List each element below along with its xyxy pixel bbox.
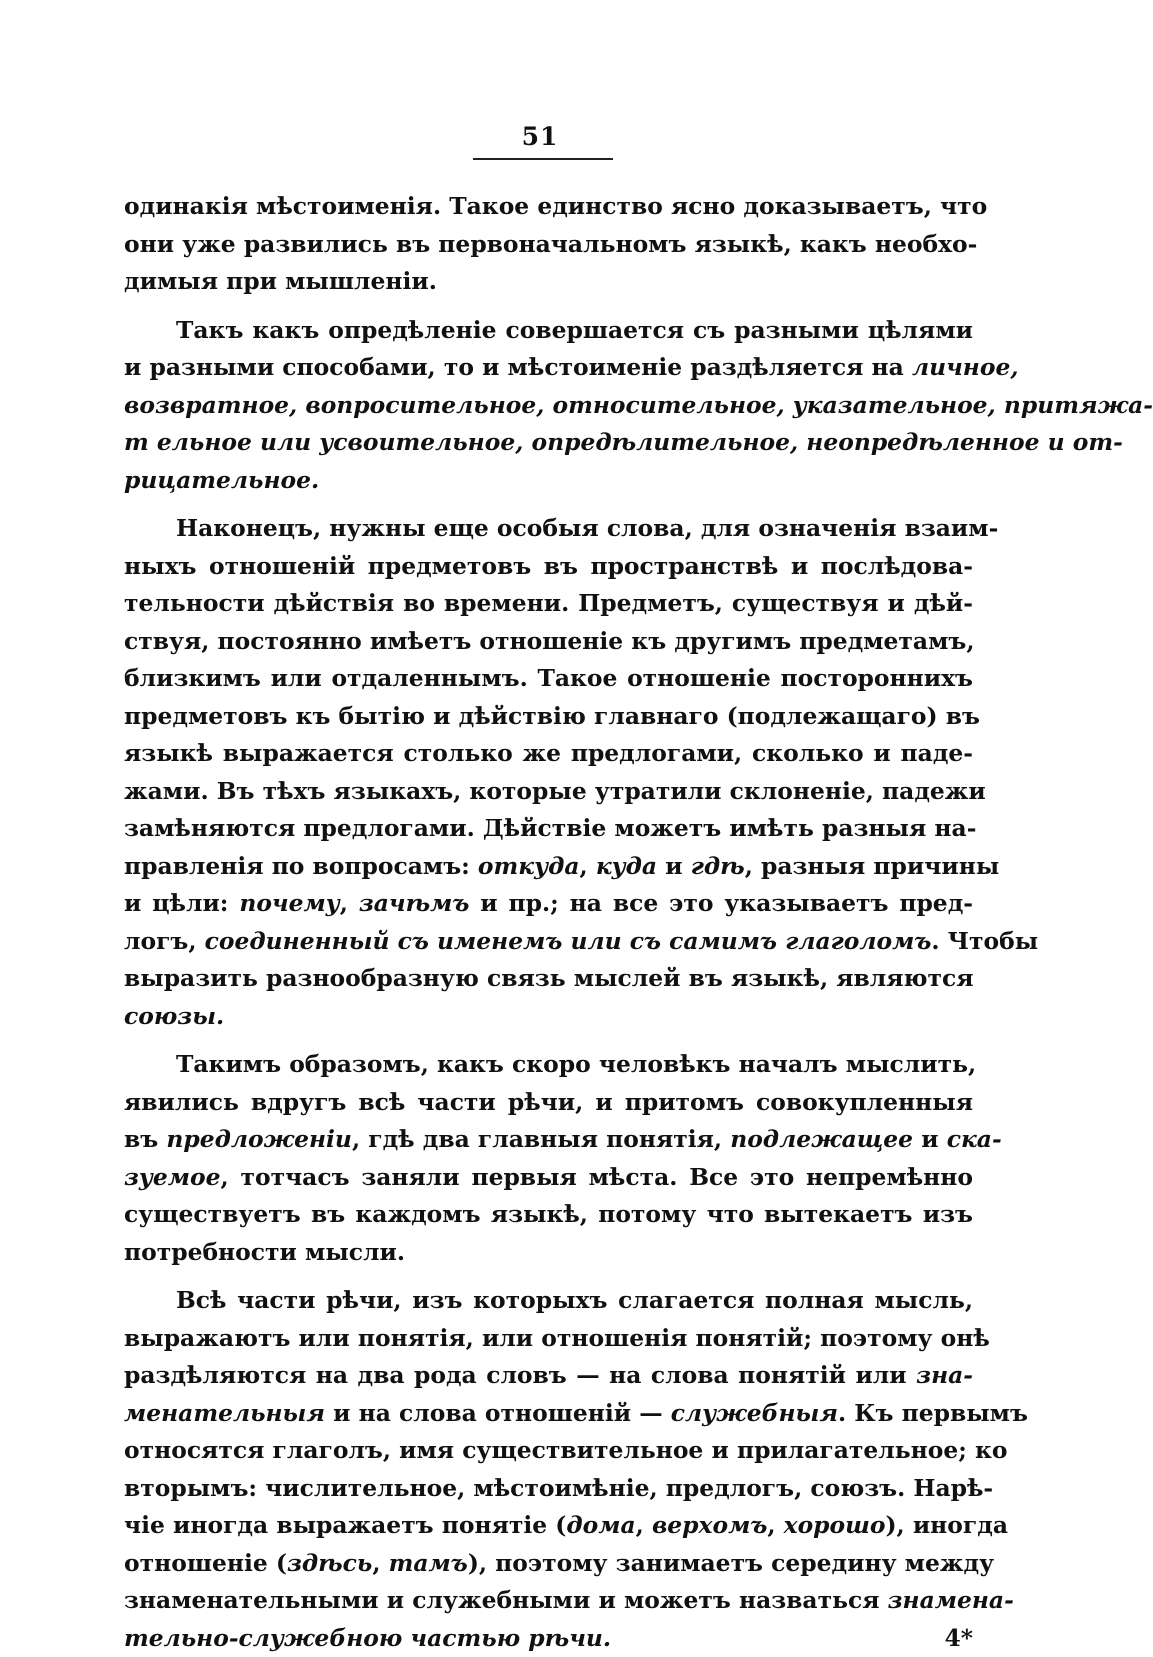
text-line: вторымъ: числительное, мѣстоимѣніе, предлогъ, союзъ. Нарѣ- <box>124 1470 973 1508</box>
paragraph-gap <box>124 301 973 312</box>
text-line <box>124 998 973 1036</box>
text-line: близкимъ или отдаленнымъ. Такое отношеніе постороннихъ <box>124 660 973 698</box>
italic-term: т ельное или усвоительное, опредѣлительное, неопредѣленное и от- <box>124 428 1123 456</box>
text-run: чіе иногда выражаетъ понятіе ( <box>124 1511 566 1539</box>
text-line: жами. Въ тѣхъ языкахъ, которые утратили склоненіе, падежи <box>124 773 973 811</box>
text-run: знаменательными и служебными и можетъ назваться <box>124 1586 888 1614</box>
signature-mark: 4* <box>944 1620 973 1657</box>
text-run: логъ, <box>124 927 205 955</box>
italic-term: почему <box>239 889 339 917</box>
text-run: отношеніе ( <box>124 1549 287 1577</box>
paragraph-gap <box>124 1035 973 1046</box>
text-line: ствуя, постоянно имѣетъ отношеніе къ другимъ предметамъ, <box>124 623 973 661</box>
text-line <box>124 923 973 961</box>
italic-term: служебныя <box>671 1399 838 1427</box>
paragraph <box>124 188 973 301</box>
paragraph <box>124 510 973 1035</box>
text-run: и на слова отношеній — <box>325 1399 671 1427</box>
italic-term: зачѣмъ <box>359 889 470 917</box>
paragraph-gap <box>124 499 973 510</box>
text-line <box>124 1620 973 1657</box>
paragraph <box>124 1046 973 1271</box>
text-run: . Чтобы <box>931 927 1038 955</box>
italic-term: верхомъ <box>652 1511 767 1539</box>
text-line: Такъ какъ опредѣленіе совершается съ разными цѣлями <box>124 312 973 350</box>
text-run: , гдѣ два главныя понятія, <box>352 1125 730 1153</box>
text-line <box>124 462 973 500</box>
italic-term: откуда <box>478 852 580 880</box>
text-run: , <box>372 1549 388 1577</box>
text-line <box>124 885 973 923</box>
text-run: , <box>580 852 596 880</box>
italic-term: гдѣ <box>691 852 745 880</box>
page-number: 51 <box>470 122 610 151</box>
italic-term: знамена- <box>888 1586 1014 1614</box>
text-run: и <box>657 852 691 880</box>
text-line <box>124 1545 973 1583</box>
text-line: Наконецъ, нужны еще особыя слова, для означенія взаим- <box>124 510 973 548</box>
text-line: выразить разнообразную связь мыслей въ языкѣ, являются <box>124 960 973 998</box>
italic-term: куда <box>596 852 657 880</box>
text-line: они уже развились въ первоначальномъ языкѣ, какъ необхо- <box>124 226 973 264</box>
text-line: потребности мысли. <box>124 1234 973 1272</box>
text-run: и разными способами, то и мѣстоименіе раздѣляется на <box>124 353 912 381</box>
paragraph <box>124 312 973 500</box>
italic-term: возвратное, вопросительное, относительное, указательное, притяжа- <box>124 391 1153 419</box>
text-line: существуетъ въ каждомъ языкѣ, потому что вытекаетъ изъ <box>124 1196 973 1234</box>
text-run: и <box>913 1125 947 1153</box>
text-line: Всѣ части рѣчи, изъ которыхъ слагается полная мысль, <box>124 1282 973 1320</box>
text-line: ныхъ отношеній предметовъ въ пространствѣ и послѣдова- <box>124 548 973 586</box>
text-line <box>124 1159 973 1197</box>
italic-term: тамъ <box>389 1549 468 1577</box>
text-line <box>124 1582 973 1620</box>
text-line <box>124 349 973 387</box>
paragraph <box>124 1282 973 1657</box>
italic-term: предложеніи <box>166 1125 352 1153</box>
italic-term: союзы. <box>124 1002 224 1030</box>
italic-term: менательныя <box>124 1399 325 1427</box>
text-run: . Къ первымъ <box>838 1399 1028 1427</box>
text-line: относятся глаголъ, имя существительное и прилагательное; ко <box>124 1432 973 1470</box>
italic-term: соединенный съ именемъ или съ самимъ глаголомъ <box>205 927 932 955</box>
paragraph-gap <box>124 1271 973 1282</box>
body-text <box>124 188 973 1657</box>
text-line: выражаютъ или понятія, или отношенія понятій; поэтому онѣ <box>124 1320 973 1358</box>
italic-term: зна- <box>916 1361 973 1389</box>
text-line <box>124 848 973 886</box>
text-run: ), поэтому занимаетъ середину между <box>468 1549 994 1577</box>
text-run: , разныя причины <box>745 852 1000 880</box>
text-line: языкѣ выражается столько же предлогами, сколько и паде- <box>124 735 973 773</box>
text-line <box>124 1121 973 1159</box>
text-run: правленія по вопросамъ: <box>124 852 478 880</box>
text-run: , <box>636 1511 652 1539</box>
text-line: явились вдругъ всѣ части рѣчи, и притомъ совокупленныя <box>124 1084 973 1122</box>
text-line <box>124 387 973 425</box>
text-run: , <box>340 889 359 917</box>
text-run: , <box>767 1511 783 1539</box>
text-line: предметовъ къ бытію и дѣйствію главнаго (подлежащаго) въ <box>124 698 973 736</box>
text-run: , тотчасъ заняли первыя мѣста. Все это непремѣнно <box>221 1163 973 1191</box>
text-line <box>124 424 973 462</box>
italic-term: рицательное. <box>124 466 319 494</box>
text-run: раздѣляются на два рода словъ — на слова понятій или <box>124 1361 916 1389</box>
text-line: димыя при мышленіи. <box>124 263 973 301</box>
italic-term: хорошо <box>784 1511 886 1539</box>
text-run: ), иногда <box>885 1511 1008 1539</box>
text-line: тельности дѣйствія во времени. Предметъ, существуя и дѣй- <box>124 585 973 623</box>
text-run: и пр.; на все это указываетъ пред- <box>469 889 973 917</box>
italic-term: здѣсь <box>287 1549 372 1577</box>
text-line: Такимъ образомъ, какъ скоро человѣкъ началъ мыслить, <box>124 1046 973 1084</box>
italic-term: дома <box>566 1511 635 1539</box>
text-line: замѣняются предлогами. Дѣйствіе можетъ имѣть разныя на- <box>124 810 973 848</box>
text-line <box>124 1395 973 1433</box>
text-run: и цѣли: <box>124 889 239 917</box>
italic-term: тельно-служебною частью рѣчи. <box>124 1624 611 1652</box>
text-line <box>124 1357 973 1395</box>
italic-term: подлежащее <box>730 1125 913 1153</box>
text-line <box>124 1507 973 1545</box>
header-rule <box>473 158 613 160</box>
italic-term: ска- <box>947 1125 1002 1153</box>
text-run: въ <box>124 1125 166 1153</box>
text-line: одинакія мѣстоименія. Такое единство ясно доказываетъ, что <box>124 188 973 226</box>
italic-term: личное, <box>912 353 1019 381</box>
italic-term: зуемое <box>124 1163 221 1191</box>
